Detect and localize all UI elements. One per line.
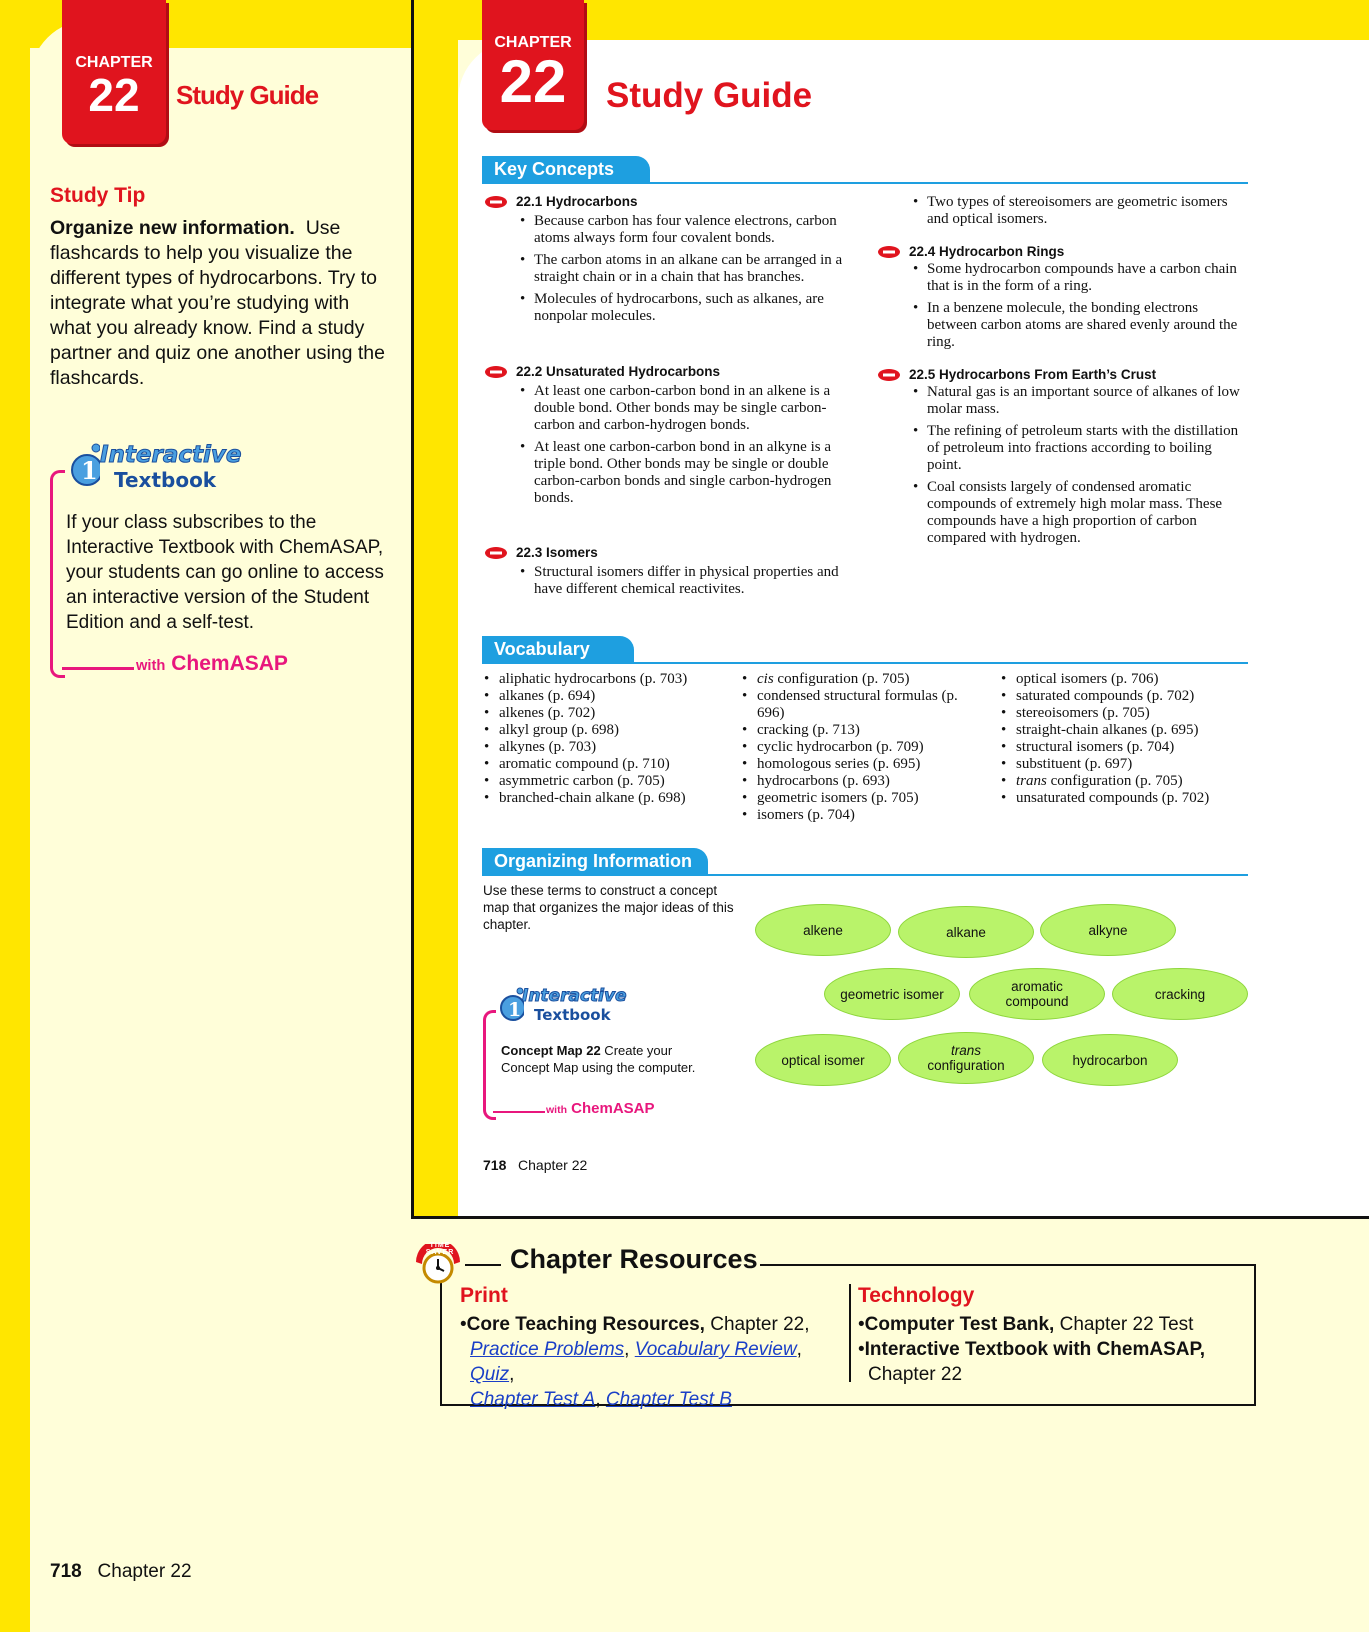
list-item: • stereoisomers (p. 705) [1001,705,1251,722]
key-icon [877,368,901,382]
chapter-label: CHAPTER [75,54,153,71]
list-item: • aliphatic hydrocarbons (p. 703) [484,671,734,688]
key-concepts-header [482,156,1248,184]
term-alkyne: alkyne [1040,904,1176,956]
left-footer-chapter: Chapter 22 [97,1561,192,1582]
itb-bracket-small [483,1010,496,1120]
list-item: • isomers (p. 704) [742,807,982,824]
study-tip-text [50,216,390,391]
list-item: • Two types of stereoisomers are geometric isomers and optical isomers. [911,194,1247,228]
time-saver-label: TIME SAVER [425,1242,455,1256]
itb-logo-bottom: Textbook [114,468,217,492]
list-item: • The carbon atoms in an alkane can be arranged in a straight chain or in a chain that has branches. [518,252,854,286]
vocab-list-2 [742,671,982,688]
term-hydrocarbon: hydrocarbon [1042,1034,1178,1086]
list-item: • optical isomers (p. 706) [1001,671,1251,688]
list-item: • unsaturated compounds (p. 702) [1001,790,1251,807]
resources-divider [849,1284,851,1382]
svg-text:1: 1 [81,456,98,485]
print-item: •Core Teaching Resources, Chapter 22, Practice Problems, Vocabulary Review, Quiz, Chapter Test A, Chapter Test B [460,1314,810,1410]
organizing-instructions: Use these terms to construct a concept map that organizes the major ideas of this chapter. [483,883,734,932]
list-item: • Molecules of hydrocarbons, such as alkanes, are nonpolar molecules. [518,291,854,325]
term-geometric-isomer: geometric isomer [824,968,960,1020]
key-icon [484,546,508,560]
list-item: • branched-chain alkane (p. 698) [484,790,734,807]
key-concepts-title: Key Concepts [482,156,650,182]
section-22-4-heading: 22.4 Hydrocarbon Rings [877,244,1247,259]
vocab-col-2 [742,671,982,824]
list-item: • Because carbon has four valence electrons, carbon atoms always form four covalent bonds. [518,213,854,247]
section-22-1-heading: 22.1 Hydrocarbons [484,194,854,209]
key-concepts-col-right [877,194,1247,552]
list-item: • alkenes (p. 702) [484,705,734,722]
vocabulary-title: Vocabulary [482,636,634,662]
link-vocabulary-review[interactable]: Vocabulary Review [634,1339,797,1360]
section-22-3-list [518,564,854,598]
vocabulary-header [482,636,1248,664]
chapter-number: 22 [88,69,140,121]
section-22-3 [484,545,854,603]
study-tip-heading: Study Tip [50,184,146,207]
vocab-col-3 [1001,671,1251,807]
list-item: • Structural isomers differ in physical properties and have different chemical reactivites. [518,564,854,598]
yellow-margin-inner [414,0,458,1216]
list-item: • asymmetric carbon (p. 705) [484,773,734,790]
list-item: • hydrocarbons (p. 693) [742,773,982,790]
print-column [460,1284,840,1412]
with-label: with [136,658,166,674]
itb-description: If your class subscribes to the Interactive Textbook with ChemASAP, your students can go online to access an interactive version of the Student Edition and a self-test. [66,512,384,633]
key-icon [484,365,508,379]
page-chapter-number: 22 [499,48,567,115]
list-item: • geometric isomers (p. 705) [742,790,982,807]
page-chapter-label: CHAPTER [494,34,572,51]
section-22-2 [484,364,854,512]
key-icon [484,195,508,209]
itb-logo-top-small: Interactive [522,986,627,1006]
list-item: • structural isomers (p. 704) [1001,739,1251,756]
term-cracking: cracking [1112,968,1248,1020]
link-chapter-test-b[interactable]: Chapter Test B [605,1389,732,1410]
left-footer-page: 718 [50,1561,82,1582]
itb-i-icon [70,442,100,486]
list-item: • At least one carbon-carbon bond in an alkyne is a triple bond. Other bonds may be single or double carbon-carbon bonds and single carbon-hydrogen bonds. [518,439,854,507]
key-icon [877,245,901,259]
print-heading: Print [460,1284,508,1307]
list-item: • At least one carbon-carbon bond in an alkene is a double bond. Other bonds may be single carbon-carbon and carbon-hydrogen bonds. [518,383,854,434]
section-22-2-heading: 22.2 Unsaturated Hydrocarbons [484,364,854,379]
list-item: • Coal consists largely of condensed aromatic compounds of extremely high molar mass. These compounds have a high proportion of carbon compared with hydrogen. [911,479,1247,547]
svg-text:1: 1 [508,999,522,1021]
term-alkene: alkene [755,904,891,956]
list-item: • In a benzene molecule, the bonding electrons between carbon atoms are shared evenly around the ring. [911,300,1247,351]
link-chapter-test-a[interactable]: Chapter Test A [470,1389,596,1410]
itb-bracket-bottom [62,667,134,670]
resources-top-rule [760,1264,1254,1266]
chapter-tab [62,0,166,144]
list-item: • straight-chain alkanes (p. 695) [1001,722,1251,739]
vocab-list-2b [742,688,982,824]
organizing-title: Organizing Information [482,848,708,874]
yellow-margin-left [0,0,30,1632]
list-item: • alkanes (p. 694) [484,688,734,705]
vocab-list-3-trans [1001,773,1251,790]
resources-top-rule-left [465,1264,501,1266]
term-optical-isomer: optical isomer [755,1034,891,1086]
list-item: • homologous series (p. 695) [742,756,982,773]
concept-map-text: Concept Map 22 Create your Concept Map using the computer. [501,1043,696,1075]
section-22-3-continued [911,194,1247,228]
section-22-2-list [518,383,854,507]
chapter-resources-title: Chapter Resources [510,1244,758,1274]
list-item: • alkyl group (p. 698) [484,722,734,739]
list-item: • Natural gas is an important source of alkanes of low molar mass. [911,384,1247,418]
page-title: Study Guide [176,80,319,110]
list-item: • Some hydrocarbon compounds have a carbon chain that is in the form of a ring. [911,261,1247,295]
technology-heading: Technology [858,1284,975,1307]
list-item: • saturated compounds (p. 702) [1001,688,1251,705]
technology-item-1: •Computer Test Bank, Chapter 22 Test [858,1314,1194,1335]
section-22-3-heading: 22.3 Isomers [484,545,854,560]
time-saver-badge [412,1244,464,1284]
term-trans-configuration: trans configuration [898,1032,1034,1084]
section-22-5-list [911,384,1247,547]
study-tip-bold: Organize new information. [50,217,295,239]
interactive-textbook-logo-small [500,984,640,1030]
section-22-5-heading: 22.5 Hydrocarbons From Earth’s Crust [877,367,1247,382]
list-item: • cracking (p. 713) [742,722,982,739]
organizing-header [482,848,1248,876]
page-study-guide-title: Study Guide [606,76,813,115]
page-chapter-tab [482,0,584,130]
chemasap-logo [136,652,288,676]
list-item: • trans configuration (p. 705) [1001,773,1251,790]
term-alkane: alkane [898,906,1034,958]
section-22-4-list [911,261,1247,351]
term-aromatic-compound: aromatic compound [969,968,1105,1020]
study-tip-body: Use flashcards to help you visualize the different types of hydrocarbons. Try to integrate what you’re studying with what you already know. Find a study partner and quiz one another using the flashcards. [50,217,385,389]
vocab-list-3 [1001,671,1251,773]
list-item: • The refining of petroleum starts with the distillation of petroleum into fractions according to boiling point. [911,423,1247,474]
key-concepts-col-left [484,194,854,330]
page-bottom-rule [414,1216,1369,1219]
column-divider [411,0,414,1219]
list-item: • condensed structural formulas (p. 696) [742,688,982,722]
vocab-list-3b [1001,790,1251,807]
itb-logo-bottom-small: Textbook [534,1006,611,1024]
itb-i-icon [500,986,524,1022]
list-item: • cyclic hydrocarbon (p. 709) [742,739,982,756]
list-item: • cis configuration (p. 705) [742,671,982,688]
link-practice-problems[interactable]: Practice Problems [470,1339,625,1360]
chemasap-logo-small: with ChemASAP [546,1100,655,1117]
link-quiz[interactable]: Quiz [470,1364,510,1385]
interactive-textbook-logo [70,440,250,496]
technology-item-2: •Interactive Textbook with ChemASAP, Chapter 22 [858,1339,1205,1385]
technology-column [858,1284,1248,1387]
left-footer [50,1561,192,1583]
chemasap-label: ChemASAP [171,652,288,675]
list-item: • alkynes (p. 703) [484,739,734,756]
vocab-list-1 [484,671,734,807]
itb-bracket-bottom-small [493,1111,545,1113]
section-22-1-list [518,213,854,325]
itb-bracket [50,470,65,678]
list-item: • substituent (p. 697) [1001,756,1251,773]
vocab-col-1 [484,671,734,807]
itb-logo-top: Interactive [100,442,242,468]
page-footer: 718 Chapter 22 [483,1157,588,1173]
list-item: • aromatic compound (p. 710) [484,756,734,773]
